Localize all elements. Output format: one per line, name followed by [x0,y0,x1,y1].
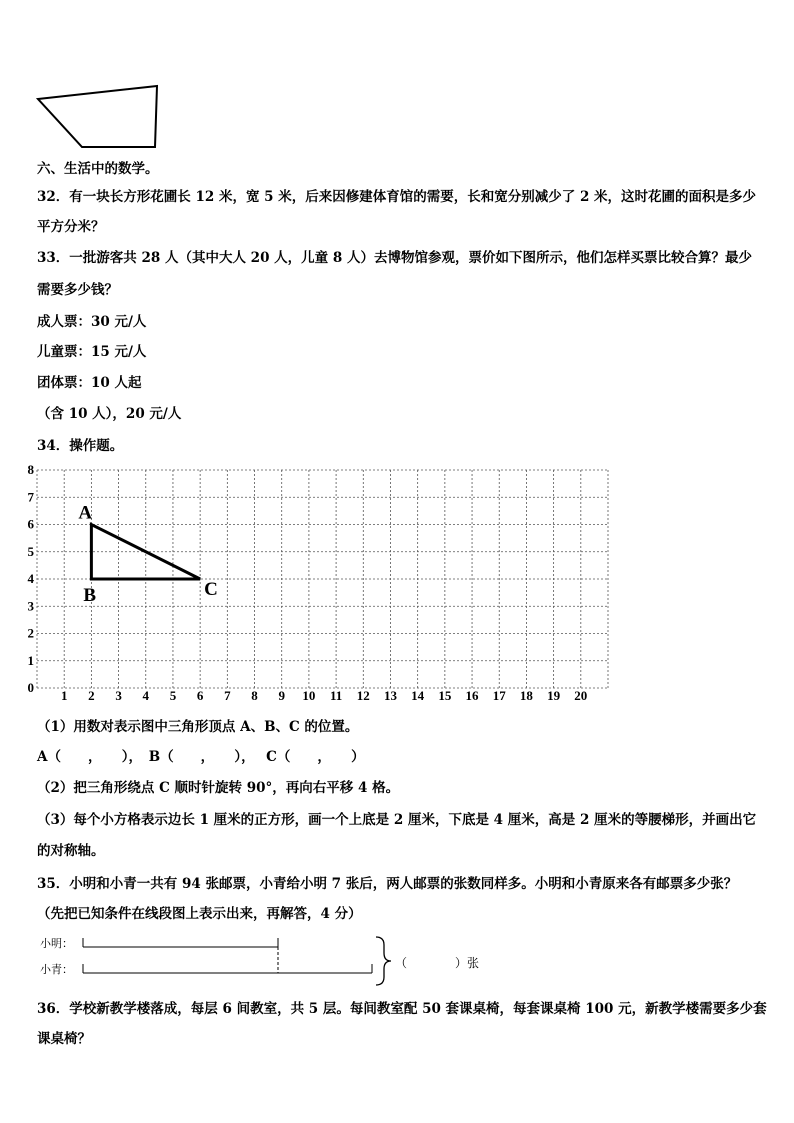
q34-part3-line2: 的对称轴。 [37,843,105,859]
q33-line2: 需要多少钱？ [37,282,118,298]
q35-line1: 35．小明和小青一共有 94 张邮票，小青给小明 7 张后，两人邮票的张数同样多。小明和小青原来各有邮票多少张？ [37,876,738,892]
x-tick-label: 1 [60,688,68,703]
q36-line2: 课桌椅？ [37,1031,91,1047]
vertex-label-a: A [78,502,93,524]
q34-title: 34．操作题。 [37,438,124,454]
y-tick-label: 6 [27,516,34,532]
x-tick-label: 8 [251,688,258,703]
vertex-label-c: C [204,579,218,600]
q32-line2: 平方分米？ [37,219,105,235]
x-tick-label: 6 [196,688,204,703]
q36-line1: 36．学校新教学楼落成，每层 6 间教室，共 5 层。每间教室配 50 套课桌椅，每套课桌椅 100 元，新教学楼需要多少套 [37,1001,767,1017]
x-tick-label: 17 [492,688,506,703]
segment-label-xiaoqing: 小青： [40,963,73,976]
x-tick-label: 11 [329,688,343,703]
q33-group-price-2: （含 10 人），20 元/人 [37,406,182,422]
x-tick-label: 3 [115,688,122,703]
y-tick-label: 8 [27,462,34,477]
q33-group-price: 团体票：10 人起 [37,375,142,391]
section-six-title: 六、生活中的数学。 [37,161,159,177]
x-tick-label: 2 [88,688,95,703]
y-tick-label: 4 [27,571,34,586]
vertex-label-b: B [83,585,97,606]
segment-label-xiaoming: 小明： [40,937,73,950]
x-tick-label: 15 [438,688,452,703]
x-tick-label: 14 [411,688,425,703]
y-tick-label: 3 [27,598,34,614]
x-tick-label: 10 [302,688,316,703]
x-tick-label: 12 [356,688,370,703]
q35-line2: （先把已知条件在线段图上表示出来，再解答，4 分） [37,906,362,922]
q33-child-price: 儿童票：15 元/人 [37,344,147,360]
coordinate-grid [0,460,794,710]
x-tick-label: 13 [383,688,397,703]
brace-answer-blank: （ ）张 [395,956,480,970]
x-tick-label: 4 [142,688,150,703]
x-tick-label: 5 [169,688,177,703]
y-tick-label: 0 [27,680,34,695]
quadrilateral-figure [0,0,794,160]
q33-line1: 33．一批游客共 28 人（其中大人 20 人，儿童 8 人）去博物馆参观，票价如下图所示，他们怎样买票比较合算？最少 [37,250,752,266]
x-tick-label: 20 [574,688,588,703]
y-tick-label: 5 [27,543,34,559]
y-tick-label: 7 [27,489,34,505]
y-tick-label: 1 [27,652,34,668]
q34-part3-line1: （3）每个小方格表示边长 1 厘米的正方形，画一个上底是 2 厘米，下底是 4 厘米，高是 2 厘米的等腰梯形，并画出它 [37,812,757,828]
q34-part1-answer: A（ ， ）， B（ ， ）， C（ ， ） [37,749,365,765]
q34-part2: （2）把三角形绕点 C 顺时针旋转 90°，再向右平移 4 格。 [37,780,400,796]
q34-part1: （1）用数对表示图中三角形顶点 A、B、C 的位置。 [37,719,359,735]
x-tick-label: 9 [278,688,285,703]
x-tick-label: 7 [224,688,231,703]
q33-adult-price: 成人票：30 元/人 [37,314,147,330]
q32-line1: 32．有一块长方形花圃长 12 米，宽 5 米，后来因修建体育馆的需要，长和宽分别减少了 2 米，这时花圃的面积是多少 [37,189,757,205]
y-tick-label: 2 [27,625,34,641]
x-tick-label: 18 [519,688,533,703]
x-tick-label: 16 [465,688,479,703]
x-tick-label: 19 [547,688,561,703]
